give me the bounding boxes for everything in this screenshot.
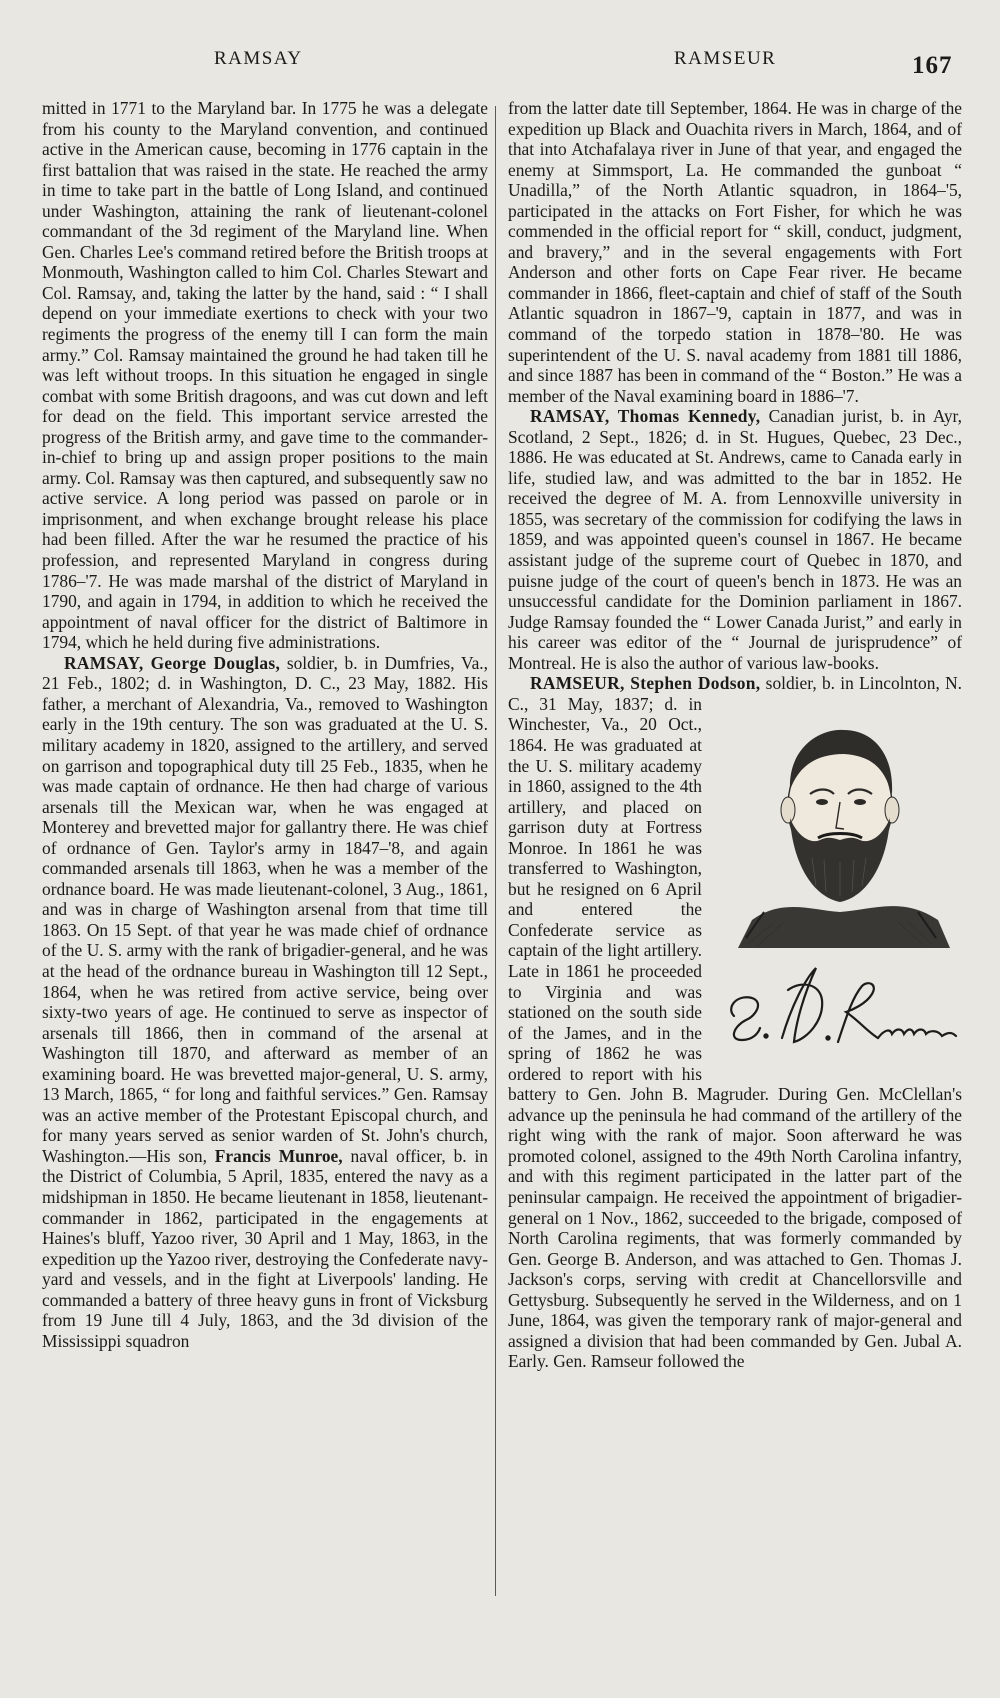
entry-name-george-douglas-ramsay: RAMSAY, George Douglas,: [64, 652, 281, 673]
portrait-ear-left: [781, 797, 795, 823]
entry-george-douglas-ramsay: [42, 653, 488, 1352]
portrait-eye-right: [854, 799, 866, 805]
entry-text-francis-munroe: naval officer, b. in the District of Columbia, 5 April, 1835, entered the navy as a midshipman in 1850. He became lieutenant in 1858, lieutenant-commander in 1862, participated in the engagements at Haines's bluff, Yazoo river, 30 April and 1 May, 1863, in the expedition up the Yazoo river, destroying the Confederate navy-yard and vessels, and in the fight at Liverpools' landing. He commanded a battery of three heavy guns in front of Vicksburg from 19 June till 4 July, 1863, and the 3d division of the Mississippi squadron: [42, 1145, 489, 1351]
portrait-figure: [712, 698, 970, 1070]
entry-text-thomas-kennedy-ramsay: Canadian jurist, b. in Ayr, Scotland, 2 Sept., 1826; d. in St. Hugues, Quebec, 23 Dec., 1886. He was educated at St. Andrews, came to Canada early in life, studied law, and was admitted to the bar in 1852. He received the degree of M. A. from Lennoxville university in 1855, was secretary of the commission for codifying the laws in 1859, and was appointed queen's counsel in 1867. He became assistant judge of the supreme court of Quebec in 1870, and puisne judge of the court of queen's bench in 1873. He was an unsuccessful candidate for the Dominion parliament in 1867. Judge Ramsay founded the “ Lower Canada Jurist,” and early in his career was editor of the “ Journal de jurisprudence” of Montreal. He is also the author of various law-books.: [508, 406, 962, 673]
right-column: [508, 98, 962, 1372]
entry-name-stephen-dodson-ramseur: RAMSEUR, Stephen Dodson,: [530, 673, 761, 694]
page-number: 167: [912, 52, 953, 79]
entry-name-thomas-kennedy-ramsay: RAMSAY, Thomas Kennedy,: [530, 406, 761, 427]
continuation-paragraph-left: mitted in 1771 to the Maryland bar. In 1775 he was a delegate from his county to the Maryland convention, and continued active in the American cause, becoming in 1776 captain in the first battalion that was raised in the state. He reached the army in time to take part in the battle of Long Island, and continued under Washington, attaining the rank of lieutenant-colonel commandant of the 3d regiment of the Maryland line. When Gen. Charles Lee's command retired before the British troops at Monmouth, Washington called to him Col. Charles Stewart and Col. Ramsay, and, taking the latter by the hand, said : “ I shall depend on your immediate exertions to check with your two regiments the progress of the enemy till I can form the main army.” Col. Ramsay maintained the ground he had taken till he was left without troops. In this situation he engaged in single combat with some British dragoons, and was cut down and left for dead on the field. This important service arrested the progress of the British army, and gave time to the commander-in-chief to bring up and assign proper positions to the main army. Col. Ramsay was then captured, and subsequently saw no active service. A long period was passed on parole or in imprisonment, and when exchange brought release his place had been filled. After the war he resumed the practice of his profession, and represented Maryland in congress during 1786–'7. He was made marshal of the district of Maryland in 1790, and again in 1794, in addition to which he received the appointment of naval officer for the district of Baltimore in 1794, which he held during five administrations.: [42, 98, 488, 653]
portrait-ear-right: [885, 797, 899, 823]
running-head-left: RAMSAY: [214, 48, 303, 69]
entry-stephen-dodson-ramseur: [508, 673, 962, 1372]
entry-name-francis-munroe: Francis Munroe,: [214, 1145, 343, 1166]
entry-text-george-douglas-ramsay: soldier, b. in Dumfries, Va., 21 Feb., 1802; d. in Washington, D. C., 23 May, 1882. His father, a merchant of Alexandria, Va., removed to Washington early in the 19th century. The son was graduated at the U. S. military academy in 1820, assigned to the artillery, and served on garrison and topographical duty till 25 Feb., 1835, when he was made captain of ordnance. He then had charge of various arsenals till the Mexican war, when he was engaged at Monterey and brevetted major for gallantry there. He was chief of ordnance of Gen. Taylor's army in 1847–'8, and again commanded arsenals till 1863, when he was a member of the ordnance board. He was made lieutenant-colonel, 3 Aug., 1861, and was in charge of Washington arsenal from that time till 1863. On 15 Sept. of that year he was made chief of ordnance of the U. S. army with the rank of brigadier-general, and he was at the head of the ordnance bureau in Washington till 12 Sept., 1864, when he was retired from active service, being over sixty-two years of age. He continued to serve as inspector of arsenals till 1866, then in command of the arsenal at Washington till 1870, and afterward as member of an examining board. He was brevetted major-general, U. S. army, 13 March, 1865, “ for long and faithful services.” Gen. Ramsay was an active member of the Protestant Episcopal church, and for many years served as senior warden of St. John's church, Washington.—His son,: [42, 652, 488, 1166]
portrait-engraving: [712, 698, 970, 1070]
running-head-right: RAMSEUR: [674, 48, 777, 69]
signature-s-d-ramseur: [731, 968, 956, 1042]
portrait-eye-left: [816, 799, 828, 805]
entry-text-stephen-dodson-ramseur: soldier, b. in Lincolnton, N. C., 31 May, 1837; d. in Winchester, Va., 20 Oct., 1864. He was graduated at the U. S. military academy in 1860, assigned to the 4th artillery, and placed on garrison duty at Fortress Monroe. In 1861 he was transferred to Washington, but he resigned on 6 April and entered the Confederate service as captain of the light artillery. Late in 1861 he proceeded to Virginia and was stationed on the south side of the James, and in the spring of 1862 he was ordered to report with his battery to Gen. John B. Magruder. During Gen. McClellan's advance up the peninsula he had command of the artillery of the right wing with the rank of major. Soon afterward he was promoted colonel, assigned to the 49th North Carolina infantry, and with this regiment participated in the latter part of the peninsular campaign. He received the appointment of brigadier-general on 1 Nov., 1862, succeeded to the brigade, composed of North Carolina regiments, that was formerly commanded by Gen. George B. Anderson, and was attached to Gen. Thomas J. Jackson's corps, serving with credit at Chancellorsville and Gettysburg. Subsequently he served in the Wilderness, and on 1 June, 1864, was given the temporary rank of major-general and assigned a division that had been commanded by Gen. Jubal A. Early. Gen. Ramseur followed the: [508, 673, 962, 1372]
continuation-paragraph-right: from the latter date till September, 1864. He was in charge of the expedition up Black and Ouachita rivers in March, 1864, and of that into Atchafalaya river in June of that year, and engaged the enemy at Simmsport, La. He commanded the gunboat “ Unadilla,” of the North Atlantic squadron, in 1864–'5, participated in the attacks on Fort Fisher, for which he was commended in the official report for “ skill, conduct, judgment, and bravery,” and in the several engagements with Fort Anderson and other forts on Cape Fear river. He became commander in 1866, fleet-captain and chief of staff of the South Atlantic squadron in 1867–'9, captain in 1877, and was in command of the torpedo station in 1878–'80. He was superintendent of the U. S. naval academy from 1881 till 1886, and since 1887 has been in command of the “ Boston.” He was a member of the Naval examining board in 1886–'7.: [508, 98, 962, 406]
left-column: [42, 98, 488, 1351]
column-rule: [495, 106, 496, 1596]
entry-thomas-kennedy-ramsay: [508, 406, 962, 673]
